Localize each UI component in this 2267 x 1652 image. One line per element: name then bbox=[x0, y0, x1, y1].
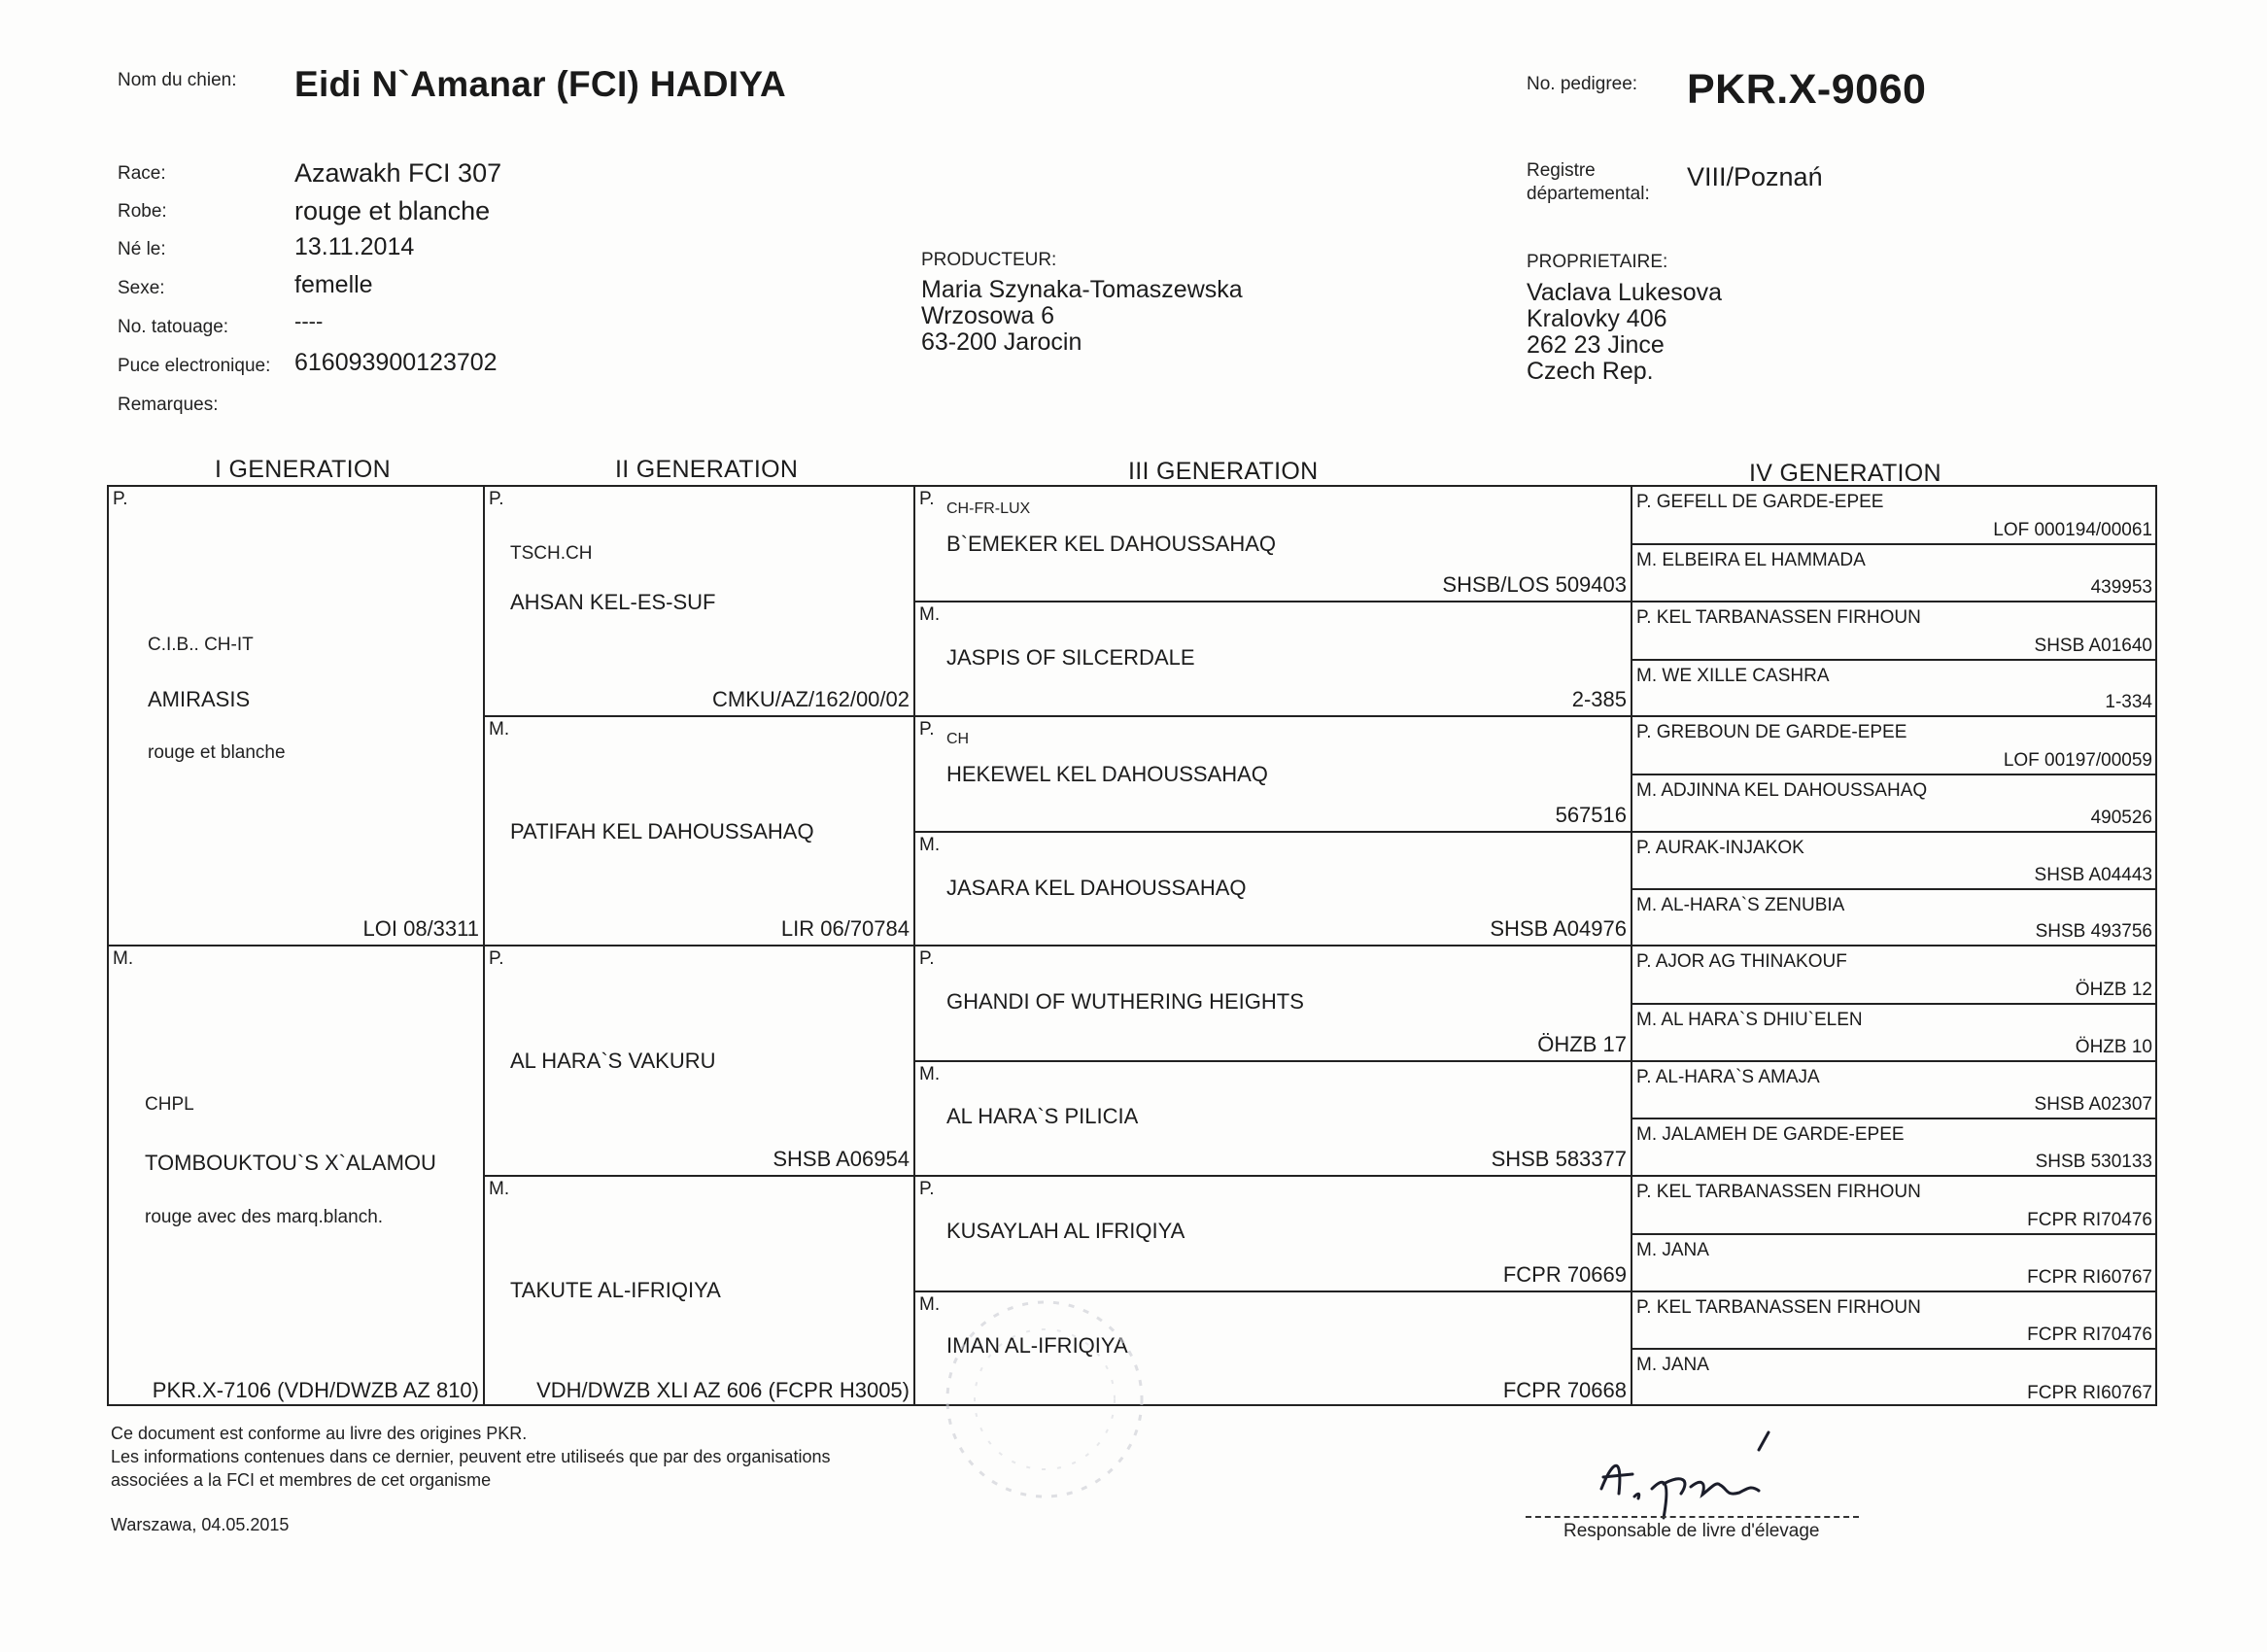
gen3-registration: 567516 bbox=[1555, 803, 1627, 827]
producer-line: Wrzosowa 6 bbox=[921, 302, 1055, 329]
birth-date-value: 13.11.2014 bbox=[294, 233, 415, 260]
gen3-registration: 2-385 bbox=[1571, 687, 1627, 711]
sire-marker: P. bbox=[489, 948, 504, 969]
microchip-value: 616093900123702 bbox=[294, 349, 498, 376]
gen4-registration: ÖHZB 12 bbox=[2075, 980, 2152, 1000]
gen4-name: M. JANA bbox=[1636, 1355, 1709, 1375]
gen4-registration: SHSB A01640 bbox=[2034, 636, 2152, 656]
gen4-cell bbox=[1632, 661, 2155, 717]
gen4-name: M. AL-HARA`S ZENUBIA bbox=[1636, 895, 1845, 915]
gen4-name: M. ADJINNA KEL DAHOUSSAHAQ bbox=[1636, 780, 1928, 801]
gen4-registration: FCPR RI60767 bbox=[2027, 1267, 2152, 1288]
sire-marker: P. bbox=[919, 719, 935, 740]
gen1-sire-cell bbox=[109, 487, 485, 946]
robe-value: rouge et blanche bbox=[294, 196, 491, 225]
generation-header-2: II GENERATION bbox=[615, 456, 799, 483]
dam-marker: M. bbox=[919, 835, 941, 855]
gen4-name: P. KEL TARBANASSEN FIRHOUN bbox=[1636, 1297, 1921, 1318]
tattoo-value: ---- bbox=[294, 309, 324, 333]
gen2-title: TSCH.CH bbox=[510, 543, 593, 564]
gen3-registration: SHSB/LOS 509403 bbox=[1442, 572, 1627, 597]
footer-line: associées a la FCI et membres de cet organisme bbox=[111, 1470, 492, 1490]
race-label: Race: bbox=[118, 163, 166, 184]
gen4-registration: SHSB A02307 bbox=[2034, 1094, 2152, 1115]
gen4-registration: FCPR RI70476 bbox=[2027, 1210, 2152, 1230]
gen4-registration: 439953 bbox=[2090, 577, 2152, 598]
gen2-registration: VDH/DWZB XLI AZ 606 (FCPR H3005) bbox=[536, 1378, 910, 1402]
gen4-name: M. ELBEIRA EL HAMMADA bbox=[1636, 550, 1866, 570]
footer-line: Les informations contenues dans ce dernier, peuvent etre utiliseés que par des organisations bbox=[111, 1447, 831, 1466]
gen2-name: PATIFAH KEL DAHOUSSAHAQ bbox=[510, 819, 814, 843]
dam-registration: PKR.X-7106 (VDH/DWZB AZ 810) bbox=[152, 1378, 479, 1402]
producer-line: Maria Szynaka-Tomaszewska bbox=[921, 276, 1243, 303]
generation-header-1: I GENERATION bbox=[215, 456, 391, 483]
owner-line: Czech Rep. bbox=[1527, 358, 1654, 385]
gen4-cell bbox=[1632, 717, 2155, 775]
gen3-name: HEKEWEL KEL DAHOUSSAHAQ bbox=[946, 762, 1268, 786]
gen4-registration: 1-334 bbox=[2105, 692, 2152, 712]
remarks-label: Remarques: bbox=[118, 395, 219, 415]
sire-color: rouge et blanche bbox=[148, 742, 286, 763]
dog-name: Eidi N`Amanar (FCI) HADIYA bbox=[294, 64, 786, 104]
gen4-cell bbox=[1632, 833, 2155, 890]
gen4-cell bbox=[1632, 890, 2155, 946]
birth-date-label: Né le: bbox=[118, 239, 166, 259]
gen3-cell bbox=[915, 946, 1632, 1062]
dam-marker: M. bbox=[919, 1064, 941, 1084]
place-date: Warszawa, 04.05.2015 bbox=[111, 1515, 290, 1534]
gen2-cell bbox=[485, 1177, 915, 1406]
owner-line: Vaclava Lukesova bbox=[1527, 279, 1723, 306]
footer-line: Ce document est conforme au livre des origines PKR. bbox=[111, 1424, 528, 1443]
gen2-cell bbox=[485, 717, 915, 946]
robe-label: Robe: bbox=[118, 201, 167, 222]
race-value: Azawakh FCI 307 bbox=[294, 158, 502, 188]
pedigree-number-label: No. pedigree: bbox=[1527, 74, 1638, 94]
dam-marker: M. bbox=[489, 1179, 510, 1199]
registre-value: VIII/Poznań bbox=[1687, 162, 1823, 191]
gen4-name: P. AURAK-INJAKOK bbox=[1636, 838, 1804, 858]
dog-name-label: Nom du chien: bbox=[118, 70, 237, 90]
gen1-dam-cell bbox=[109, 946, 485, 1406]
gen4-cell bbox=[1632, 1062, 2155, 1119]
gen4-registration: ÖHZB 10 bbox=[2075, 1037, 2152, 1057]
owner-line: 262 23 Jince bbox=[1527, 331, 1665, 359]
gen3-name: JASARA KEL DAHOUSSAHAQ bbox=[946, 876, 1247, 900]
gen3-cell bbox=[915, 833, 1632, 946]
gen4-cell bbox=[1632, 1292, 2155, 1350]
sex-label: Sexe: bbox=[118, 278, 165, 298]
tattoo-label: No. tatouage: bbox=[118, 317, 229, 337]
dam-marker: M. bbox=[919, 604, 941, 625]
dam-marker: M. bbox=[489, 719, 510, 740]
gen4-name: P. KEL TARBANASSEN FIRHOUN bbox=[1636, 607, 1921, 628]
gen4-cell bbox=[1632, 1350, 2155, 1406]
gen4-registration: LOF 00197/00059 bbox=[2003, 750, 2152, 771]
gen4-registration: SHSB 493756 bbox=[2035, 921, 2152, 942]
gen3-name: AL HARA`S PILICIA bbox=[946, 1104, 1139, 1128]
sire-name: AMIRASIS bbox=[148, 687, 251, 711]
owner-line: Kralovky 406 bbox=[1527, 305, 1667, 332]
gen3-cell bbox=[915, 1062, 1632, 1177]
dam-name: TOMBOUKTOU`S X`ALAMOU bbox=[145, 1151, 436, 1175]
gen3-registration: FCPR 70668 bbox=[1502, 1378, 1627, 1402]
sex-value: femelle bbox=[294, 271, 373, 298]
gen4-cell bbox=[1632, 1005, 2155, 1062]
gen4-registration: FCPR RI70476 bbox=[2027, 1325, 2152, 1345]
gen3-cell bbox=[915, 602, 1632, 717]
producer-label: PRODUCTEUR: bbox=[921, 250, 1057, 270]
gen2-cell bbox=[485, 487, 915, 717]
gen3-title: CH bbox=[946, 731, 970, 747]
gen4-registration: 490526 bbox=[2090, 808, 2152, 828]
sire-title: C.I.B.. CH-IT bbox=[148, 635, 254, 655]
generation-header-3: III GENERATION bbox=[1128, 458, 1319, 485]
gen4-registration: FCPR RI60767 bbox=[2027, 1383, 2152, 1403]
gen4-cell bbox=[1632, 545, 2155, 602]
gen3-name: GHANDI OF WUTHERING HEIGHTS bbox=[946, 989, 1304, 1014]
owner-label: PROPRIETAIRE: bbox=[1527, 252, 1668, 272]
gen2-name: TAKUTE AL-IFRIQIYA bbox=[510, 1278, 721, 1302]
microchip-label: Puce electronique: bbox=[118, 356, 271, 376]
gen2-cell bbox=[485, 946, 915, 1177]
gen3-name: B`EMEKER KEL DAHOUSSAHAQ bbox=[946, 532, 1277, 556]
gen2-registration: LIR 06/70784 bbox=[780, 916, 910, 941]
gen4-cell bbox=[1632, 946, 2155, 1005]
gen2-name: AL HARA`S VAKURU bbox=[510, 1049, 716, 1073]
gen3-title: CH-FR-LUX bbox=[946, 500, 1031, 517]
gen4-name: M. WE XILLE CASHRA bbox=[1636, 666, 1830, 686]
dam-color: rouge avec des marq.blanch. bbox=[145, 1207, 384, 1227]
gen4-cell bbox=[1632, 602, 2155, 661]
gen2-registration: SHSB A06954 bbox=[773, 1147, 910, 1171]
gen3-name: JASPIS OF SILCERDALE bbox=[946, 645, 1195, 670]
gen4-cell bbox=[1632, 775, 2155, 833]
sire-marker: P. bbox=[489, 489, 504, 509]
gen2-registration: CMKU/AZ/162/00/02 bbox=[712, 687, 910, 711]
gen3-cell bbox=[915, 487, 1632, 602]
gen4-name: P. GEFELL DE GARDE-EPEE bbox=[1636, 492, 1884, 512]
pedigree-number: PKR.X-9060 bbox=[1687, 66, 1927, 113]
gen4-registration: LOF 000194/00061 bbox=[1993, 520, 2152, 540]
signature-caption: Responsable de livre d'élevage bbox=[1563, 1521, 1820, 1541]
producer-line: 63-200 Jarocin bbox=[921, 328, 1082, 356]
dam-marker: M. bbox=[919, 1294, 941, 1315]
footer-notice bbox=[111, 1422, 830, 1492]
registre-label-2: départemental: bbox=[1527, 184, 1650, 204]
dam-marker: M. bbox=[113, 948, 134, 969]
gen4-cell bbox=[1632, 1177, 2155, 1235]
gen4-cell bbox=[1632, 1119, 2155, 1177]
gen3-cell bbox=[915, 1177, 1632, 1292]
gen4-name: M. JANA bbox=[1636, 1240, 1709, 1260]
gen4-registration: SHSB 530133 bbox=[2035, 1152, 2152, 1172]
gen4-cell bbox=[1632, 487, 2155, 545]
registre-label: Registre bbox=[1527, 160, 1596, 181]
sire-marker: P. bbox=[919, 1179, 935, 1199]
sire-marker: P. bbox=[113, 489, 128, 509]
gen4-registration: SHSB A04443 bbox=[2034, 865, 2152, 885]
pedigree-table bbox=[107, 485, 2157, 1406]
gen4-name: P. AJOR AG THINAKOUF bbox=[1636, 951, 1847, 972]
generation-header-4: IV GENERATION bbox=[1749, 460, 1941, 487]
gen2-name: AHSAN KEL-ES-SUF bbox=[510, 590, 716, 614]
gen3-registration: SHSB A04976 bbox=[1490, 916, 1627, 941]
signature-line bbox=[1526, 1516, 1859, 1518]
gen3-cell bbox=[915, 717, 1632, 833]
gen4-name: M. JALAMEH DE GARDE-EPEE bbox=[1636, 1124, 1905, 1145]
gen3-registration: SHSB 583377 bbox=[1491, 1147, 1627, 1171]
gen4-column bbox=[1632, 487, 2155, 1406]
gen4-name: M. AL HARA`S DHIU`ELEN bbox=[1636, 1010, 1863, 1030]
gen3-registration: ÖHZB 17 bbox=[1537, 1032, 1627, 1056]
gen4-name: P. KEL TARBANASSEN FIRHOUN bbox=[1636, 1182, 1921, 1202]
sire-marker: P. bbox=[919, 489, 935, 509]
dam-title: CHPL bbox=[145, 1094, 194, 1115]
gen4-name: P. GREBOUN DE GARDE-EPEE bbox=[1636, 722, 1907, 742]
sire-marker: P. bbox=[919, 948, 935, 969]
official-stamp bbox=[933, 1283, 1156, 1516]
gen3-registration: FCPR 70669 bbox=[1502, 1262, 1627, 1287]
gen4-cell bbox=[1632, 1235, 2155, 1292]
gen3-name: IMAN AL-IFRIQIYA bbox=[946, 1333, 1128, 1358]
gen4-name: P. AL-HARA`S AMAJA bbox=[1636, 1067, 1820, 1087]
gen3-name: KUSAYLAH AL IFRIQIYA bbox=[946, 1219, 1185, 1243]
sire-registration: LOI 08/3311 bbox=[362, 916, 479, 941]
